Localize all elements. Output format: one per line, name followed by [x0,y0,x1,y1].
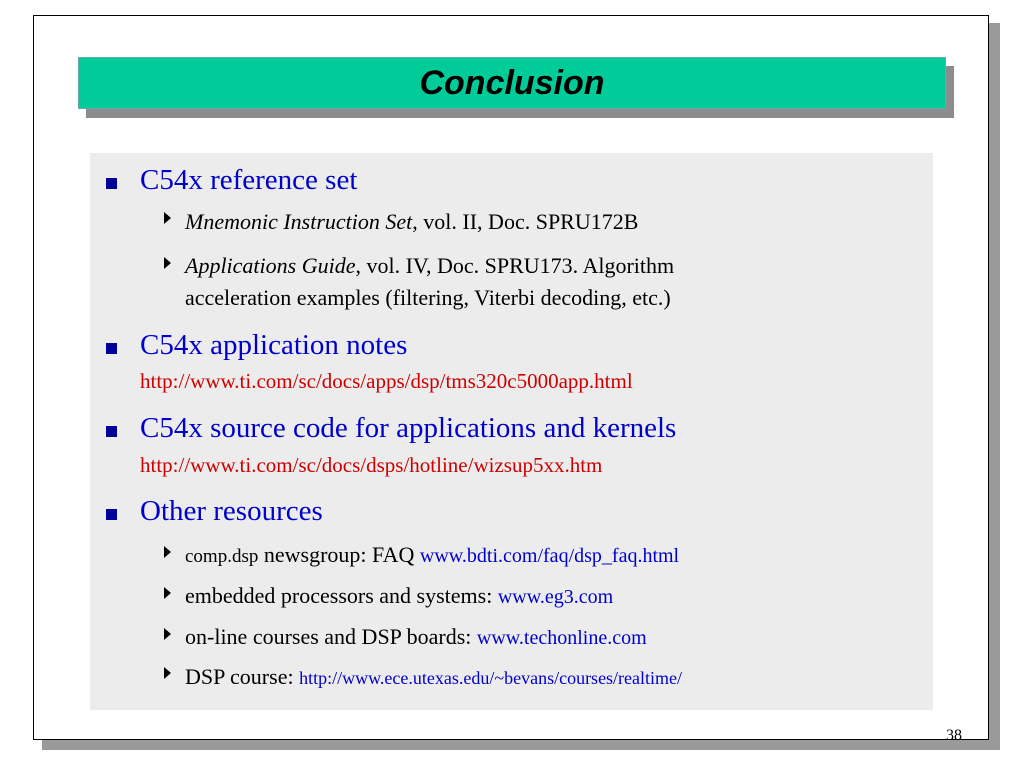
link-techonline[interactable]: www.techonline.com [476,627,647,649]
doc-title-applications-guide: Applications Guide [185,253,356,278]
content-panel [90,153,933,710]
triangle-bullet-icon [164,546,171,558]
square-bullet-icon [106,178,117,189]
list-item-embedded [185,583,613,609]
triangle-bullet-icon [164,628,171,640]
title-bar [78,57,946,109]
section-heading-other-resources: Other resources [140,495,323,527]
doc-details-mnemonic: , vol. II, Doc. SPRU172B [412,209,639,234]
page-number: 38 [946,727,962,744]
section-heading-app-notes: C54x application notes [140,329,408,361]
section-heading-reference-set: C54x reference set [140,164,358,196]
list-item-dsp-course [185,664,682,690]
newsgroup-desc: newsgroup: FAQ [258,542,420,567]
triangle-bullet-icon [164,587,171,599]
link-eg3[interactable]: www.eg3.com [497,586,614,608]
embedded-desc: embedded processors and systems: [185,583,498,608]
doc-details-applications-guide: , vol. IV, Doc. SPRU173. Algorithm [355,253,675,278]
page-title: Conclusion [419,63,605,102]
list-item-mnemonic [185,209,638,235]
url-source-code[interactable]: http://www.ti.com/sc/docs/dsps/hotline/wizsup5xx.htm [140,453,603,477]
list-item-applications-guide-cont: acceleration examples (filtering, Viterbi decoding, etc.) [185,285,671,310]
triangle-bullet-icon [164,212,171,224]
triangle-bullet-icon [164,667,171,679]
newsgroup-name: comp.dsp [185,546,259,567]
list-item-comp-dsp [185,542,679,568]
link-bdti-faq[interactable]: www.bdti.com/faq/dsp_faq.html [419,545,680,567]
doc-title-mnemonic: Mnemonic Instruction Set [185,209,413,234]
square-bullet-icon [106,426,117,437]
square-bullet-icon [106,343,117,354]
dsp-course-desc: DSP course: [185,664,300,689]
list-item-online-courses [185,624,647,650]
list-item-applications-guide [185,253,674,279]
url-app-notes[interactable]: http://www.ti.com/sc/docs/apps/dsp/tms320c5000app.html [140,369,633,393]
square-bullet-icon [106,509,117,520]
section-heading-source-code: C54x source code for applications and kernels [140,412,677,444]
triangle-bullet-icon [164,257,171,269]
link-utexas-course[interactable]: http://www.ece.utexas.edu/~bevans/courses/realtime/ [299,668,683,688]
online-courses-desc: on-line courses and DSP boards: [185,624,477,649]
